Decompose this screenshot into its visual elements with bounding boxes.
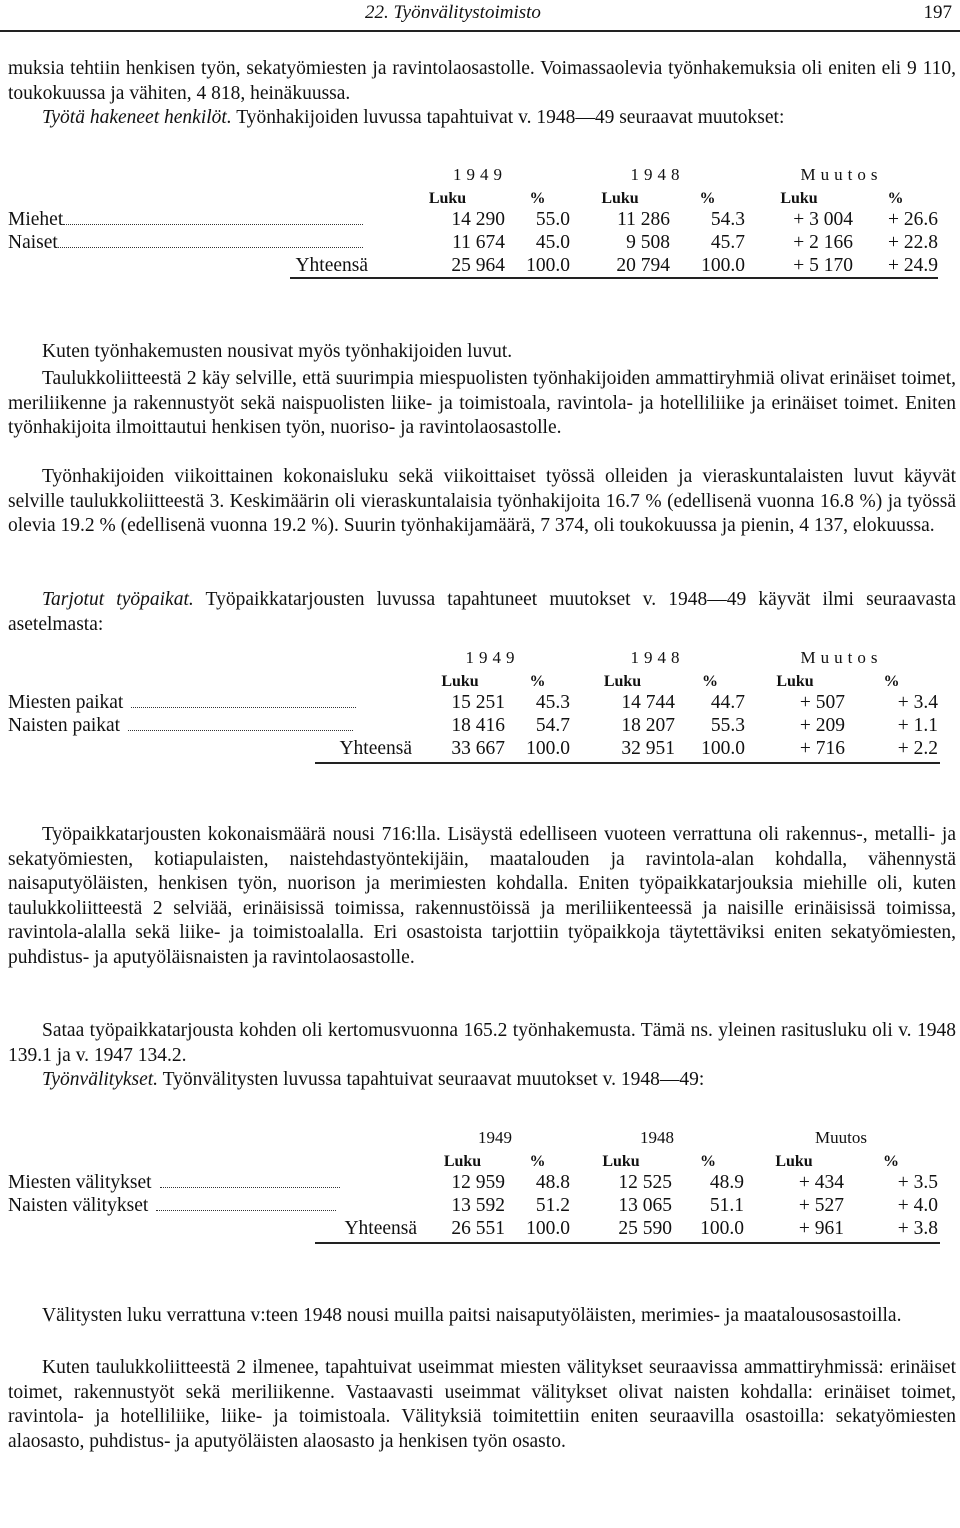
running-header: [0, 0, 960, 26]
cell: + 507: [799, 692, 845, 713]
vacancies-table: [8, 645, 938, 760]
paragraph-6-text: Työpaikkatarjousten luvussa tapahtuneet muutokset v. 1948—49 käyvät ilmi seuraavasta asetelmasta:: [8, 589, 956, 635]
col-pct: %: [702, 673, 718, 690]
paragraph-1-text: muksia tehtiin henkisen työn, sekatyömiesten ja ravintolaosastolle. Voimassaolevia työnhakemuksia oli eniten eli 9 110, toukokuussa ja vähiten, 4 818, heinäkuussa.: [8, 58, 956, 104]
cell: + 3.8: [897, 1218, 938, 1239]
cell: 13 065: [618, 1195, 672, 1216]
paragraph-10-text: Välitysten luku verrattuna v:teen 1948 nousi muilla paitsi naisaputyöläisten, merimies- ja maatalousosastoilla.: [42, 1305, 902, 1326]
cell: 12 525: [618, 1172, 672, 1193]
cell: 33 667: [451, 738, 505, 759]
cell: 100.0: [700, 1218, 744, 1239]
total-label: Yhteensä: [344, 1218, 417, 1239]
table-year-row: [8, 162, 938, 185]
cell: + 26.6: [888, 209, 938, 230]
table-row: [8, 231, 938, 254]
paragraph-11: [8, 1356, 956, 1454]
row-label: [8, 714, 415, 737]
cell: 100.0: [701, 738, 745, 759]
col-pct: %: [529, 190, 546, 207]
total-label: Yhteensä: [339, 738, 412, 759]
cell: 54.3: [710, 209, 745, 230]
col-pct: %: [883, 673, 900, 690]
col-pct: %: [529, 673, 546, 690]
table-subheader-row: [8, 1148, 938, 1171]
cell: 20 794: [616, 255, 670, 276]
col-pct: %: [529, 1153, 546, 1170]
col-pct: %: [887, 190, 904, 207]
paragraph-11-text: Kuten taulukkoliitteestä 2 ilmenee, tapahtuivat useimmat miesten välitykset seuraavissa ammattiryhmissä: erinäiset toimet, rakennustyöt sekä meriliikenne. Vastaavasti useimmat välitykset olivat naisten kohdalla: erinäiset toimet, ravintola- ja hotelliliike, liike- ja toimistoala. Välityksiä toimitettiin eniten seuraavilla osastoilla: sekatyömiesten alaosasto, puhdistus- ja aputyöläisten alaosasto ja henkisen työn osasto.: [8, 1357, 956, 1452]
paragraph-6: [8, 588, 956, 637]
cell: + 961: [798, 1218, 844, 1239]
cell: 13 592: [451, 1195, 505, 1216]
cell: 45.7: [710, 232, 745, 253]
paragraph-4-text: Taulukkoliitteestä 2 käy selville, että suurimpia miespuolisten työnhakijoiden ammattiryhmiä olivat erinäiset toimet, meriliikenne ja rakennustyöt sekä naispuolisten liike- ja toimistoala, ravintola- ja hotelliliike ja erinäiset toimet. Eniten työnhakijoita ilmoittautui henkisen työn, nuoriso- ja ravintolaosastolle.: [8, 368, 956, 438]
table-row: [8, 714, 938, 737]
table-year-row: [8, 645, 938, 668]
col-count: Luku: [775, 1153, 813, 1170]
cell: 18 416: [451, 715, 505, 736]
change-heading: Muutos: [800, 648, 883, 667]
row-label-text: Naiset: [8, 232, 58, 253]
paragraph-8: [8, 1019, 956, 1068]
row-label-text: Miesten välitykset: [8, 1172, 152, 1193]
cell: + 3.5: [897, 1172, 938, 1193]
col-count: Luku: [601, 190, 639, 207]
paragraph-7: [8, 823, 956, 970]
leader-dots: [58, 246, 363, 248]
cell: 45.0: [535, 232, 570, 253]
table-year-row: [8, 1125, 938, 1148]
table-total-row: [8, 1217, 938, 1240]
paragraph-9-text: Työnvälitysten luvussa tapahtuivat seuraavat muutokset v. 1948—49:: [158, 1069, 705, 1090]
cell: 48.9: [709, 1172, 744, 1193]
cell: + 4.0: [897, 1195, 938, 1216]
cell: 51.2: [535, 1195, 570, 1216]
row-label-text: Naisten paikat: [8, 715, 121, 736]
col-count: Luku: [776, 673, 814, 690]
year-1949: 1949: [453, 165, 507, 184]
change-heading: Muutos: [815, 1128, 867, 1147]
cell: + 527: [798, 1195, 844, 1216]
cell: 100.0: [526, 738, 570, 759]
table-subheader-row: [8, 185, 938, 208]
cell: 100.0: [526, 255, 570, 276]
cell: 18 207: [621, 715, 675, 736]
paragraph-10: [8, 1304, 956, 1329]
cell: + 2 166: [793, 232, 853, 253]
row-label-text: Miesten paikat: [8, 692, 124, 713]
paragraph-2-lead: Työtä hakeneet henkilöt.: [42, 107, 232, 128]
paragraph-9-lead: Työnvälitykset.: [42, 1069, 159, 1090]
cell: 14 290: [451, 209, 505, 230]
leader-dots: [156, 1209, 336, 1211]
change-heading: Muutos: [800, 165, 883, 184]
table-row: [8, 1194, 938, 1217]
table-row: [8, 208, 938, 231]
year-1949: 1949: [478, 1128, 512, 1147]
sum-rule: [315, 1242, 940, 1244]
col-count: Luku: [603, 673, 642, 690]
cell: 15 251: [451, 692, 505, 713]
col-count: Luku: [428, 190, 467, 207]
cell: + 209: [799, 715, 845, 736]
year-1948: 1948: [630, 165, 685, 184]
paragraph-7-text: Työpaikkatarjousten kokonaismäärä nousi 716:lla. Lisäystä edelliseen vuoteen verrattuna oli rakennus-, metalli- ja sekatyömiesten, kotiapulaisten, naistehdastyöntekijäin, maatalouden ja ravintola-alan kohdalla, vähennystä naisaputyöläisten, henkisen työn, nuorison ja merimiesten kohdalla. Eniten työpaikkatarjouksia miehille oli, kuten taulukkoliitteestä 2 selviää, erinäisissä toimissa, rakennustöissä ja meriliikenteessä ja naisille erinäisissä toimissa, ravintola-alalla sekä liike- ja toimistoalalla. Eri osastoista tarjottiin työpaikkoja täytettäviksi eniten sekatyömiesten, puhdistus- ja aputyöläisnaisten ja ravintolaosastolle.: [8, 824, 956, 968]
leader-dots: [63, 223, 363, 225]
cell: 48.8: [535, 1172, 570, 1193]
cell: 26 551: [451, 1218, 505, 1239]
row-label: [8, 231, 390, 254]
table-row: [8, 1171, 938, 1194]
cell: 9 508: [626, 232, 670, 253]
cell: + 3.4: [897, 692, 938, 713]
cell: 51.1: [709, 1195, 744, 1216]
cell: 25 964: [451, 255, 505, 276]
cell: 44.7: [710, 692, 745, 713]
row-label-text: Naisten välitykset: [8, 1195, 149, 1216]
paragraph-6-lead: Tarjotut työpaikat.: [42, 589, 194, 610]
col-count: Luku: [602, 1153, 640, 1170]
year-1949: 1949: [465, 648, 520, 667]
paragraph-4: [8, 367, 956, 441]
paragraph-3-text: Kuten työnhakemusten nousivat myös työnhakijoiden luvut.: [42, 341, 513, 362]
table-subheader-row: [8, 668, 938, 691]
total-label: Yhteensä: [295, 255, 368, 276]
cell: + 716: [799, 738, 845, 759]
cell: 11 286: [617, 209, 670, 230]
cell: 12 959: [451, 1172, 505, 1193]
year-1948: 1948: [630, 648, 685, 667]
cell: + 3 004: [793, 209, 853, 230]
leader-dots: [160, 1186, 340, 1188]
cell: 100.0: [526, 1218, 570, 1239]
sum-rule: [315, 762, 940, 764]
leader-dots: [131, 706, 356, 708]
paragraph-8-text: Sataa työpaikkatarjousta kohden oli kertomusvuonna 165.2 työnhakemusta. Tämä ns. yleinen rasitusluku oli v. 1948 139.1 ja v. 1947 134.2.: [8, 1020, 956, 1066]
row-label: [8, 1171, 420, 1194]
cell: + 24.9: [888, 255, 938, 276]
page-number: 197: [923, 2, 952, 23]
placements-table: [8, 1125, 938, 1240]
cell: 55.0: [535, 209, 570, 230]
paragraph-9: [8, 1068, 956, 1093]
cell: 25 590: [618, 1218, 672, 1239]
col-pct: %: [699, 190, 716, 207]
table-total-row: [8, 254, 938, 277]
row-label: [8, 691, 415, 714]
table-total-row: [8, 737, 938, 760]
paragraph-2: [8, 106, 956, 131]
table-row: [8, 691, 938, 714]
year-1948: 1948: [640, 1128, 674, 1147]
cell: 100.0: [701, 255, 745, 276]
cell: 55.3: [710, 715, 745, 736]
row-label-text: Miehet: [8, 209, 64, 230]
paragraph-2-text: Työnhakijoiden luvussa tapahtuivat v. 1948—49 seuraavat muutokset:: [231, 107, 785, 128]
col-pct: %: [700, 1153, 716, 1170]
cell: + 2.2: [897, 738, 938, 759]
cell: 45.3: [535, 692, 570, 713]
col-count: Luku: [780, 190, 818, 207]
col-count: Luku: [441, 673, 479, 690]
cell: 11 674: [452, 232, 505, 253]
cell: + 434: [798, 1172, 844, 1193]
paragraph-5: [8, 465, 956, 539]
paragraph-1: [8, 57, 956, 106]
job-seekers-table: [8, 162, 938, 277]
sum-rule: [290, 277, 938, 279]
cell: 54.7: [535, 715, 570, 736]
cell: + 1.1: [897, 715, 938, 736]
leader-dots: [128, 729, 353, 731]
cell: + 5 170: [793, 255, 853, 276]
col-count: Luku: [443, 1153, 482, 1170]
col-pct: %: [883, 1153, 899, 1170]
section-title: 22. Työnvälitystoimisto: [365, 2, 541, 23]
paragraph-5-text: Työnhakijoiden viikoittainen kokonaisluku sekä viikoittaiset työssä olleiden ja vieraskuntalaisten luvut käyvät selville taulukkoliitteestä 3. Keskimäärin oli vieraskuntalaisia työnhakijoita 16.7 % (edellisenä vuonna 16.8 %) ja työssä olevia 19.2 % (edellisenä vuonna 19.2 %). Suurin työnhakijamäärä, 7 374, oli toukokuussa ja pienin, 4 137, elokuussa.: [8, 466, 956, 536]
cell: 32 951: [621, 738, 675, 759]
paragraph-3: [8, 340, 956, 365]
cell: 14 744: [621, 692, 675, 713]
row-label: [8, 1194, 420, 1217]
cell: + 22.8: [888, 232, 938, 253]
header-rule: [0, 30, 960, 32]
row-label: [8, 208, 390, 231]
